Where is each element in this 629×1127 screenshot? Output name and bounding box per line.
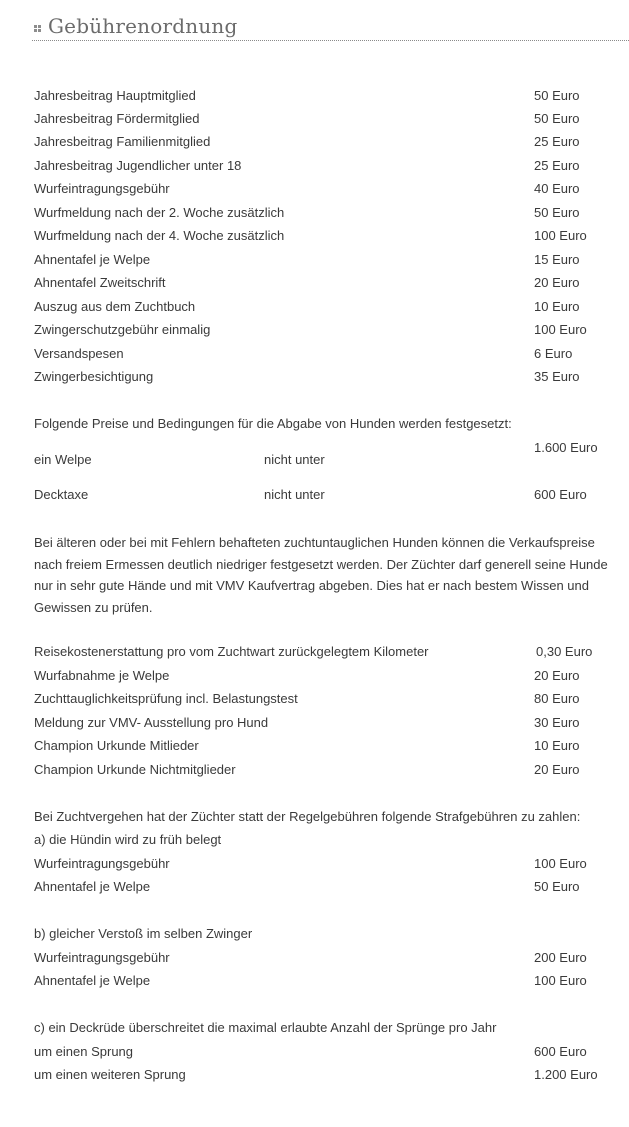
fee-row: [34, 713, 624, 733]
fee-label: Reisekostenerstattung pro vom Zuchtwart zurückgelegtem Kilometer: [34, 644, 429, 659]
penalty-price: 1.200 Euro: [534, 1067, 598, 1082]
penalty-price: 200 Euro: [534, 950, 587, 965]
fee-row: [34, 273, 624, 293]
penalty-row: [34, 948, 624, 968]
fee-price: 100 Euro: [534, 228, 587, 243]
penalty-a-heading: a) die Hündin wird zu früh belegt: [34, 832, 222, 847]
fee-label: Jahresbeitrag Familienmitglied: [34, 134, 211, 149]
sale-price: 1.600 Euro: [534, 440, 598, 455]
page-header: [32, 14, 629, 41]
sale-note: Bei älteren oder bei mit Fehlern behafteten zuchtuntauglichen Hunden können die Verkaufspreise nach freiem Ermessen deutlich niedriger festgesetzt werden. Der Züchter darf generell seine Hunde nur in sehr gute Hände und mit VMV Kaufvertrag abgeben. Dies hat er nach bestem Wissen und Gewissen zu prüfen.: [34, 535, 608, 615]
penalty-row: [34, 854, 624, 874]
fee-row: [34, 179, 624, 199]
fee-price: 10 Euro: [534, 738, 580, 753]
fee-price: 30 Euro: [534, 715, 580, 730]
fee-row: [34, 760, 624, 780]
sale-label: Decktaxe: [34, 487, 89, 502]
penalty-b-heading: b) gleicher Verstoß im selben Zwinger: [34, 926, 253, 941]
fee-price: 20 Euro: [534, 762, 580, 777]
fee-label: Meldung zur VMV- Ausstellung pro Hund: [34, 715, 269, 730]
penalty-label: Wurfeintragungsgebühr: [34, 856, 170, 871]
penalty-label: Ahnentafel je Welpe: [34, 973, 151, 988]
penalty-row: [34, 877, 624, 897]
fee-price: 50 Euro: [534, 88, 580, 103]
fee-row: [34, 226, 624, 246]
fee-row: [34, 344, 624, 364]
fee-price: 25 Euro: [534, 158, 580, 173]
fee-label: Versandspesen: [34, 346, 124, 361]
fee-row: [34, 86, 624, 106]
fee-label: Wurfabnahme je Welpe: [34, 668, 170, 683]
fee-label: Zuchttauglichkeitsprüfung incl. Belastungstest: [34, 691, 298, 706]
sale-condition: nicht unter: [264, 452, 325, 467]
fee-label: Champion Urkunde Nichtmitglieder: [34, 762, 236, 777]
fee-row: [34, 109, 624, 129]
fee-label: Wurfmeldung nach der 4. Woche zusätzlich: [34, 228, 285, 243]
sale-intro: Folgende Preise und Bedingungen für die Abgabe von Hunden werden festgesetzt:: [34, 416, 512, 431]
penalty-label: Ahnentafel je Welpe: [34, 879, 151, 894]
fee-price: 0,30 Euro: [536, 644, 593, 659]
sale-condition: nicht unter: [264, 487, 325, 502]
penalty-row: [34, 1065, 624, 1085]
fee-label: Jahresbeitrag Jugendlicher unter 18: [34, 158, 242, 173]
fee-label: Ahnentafel Zweitschrift: [34, 275, 166, 290]
fee-label: Jahresbeitrag Hauptmitglied: [34, 88, 196, 103]
fee-price: 100 Euro: [534, 322, 587, 337]
penalties-intro: Bei Zuchtvergehen hat der Züchter statt der Regelgebühren folgende Strafgebühren zu zahlen:: [34, 809, 581, 824]
fee-price: 50 Euro: [534, 205, 580, 220]
fee-row: [34, 666, 624, 686]
fee-label: Wurfmeldung nach der 2. Woche zusätzlich: [34, 205, 285, 220]
page-title: Gebührenordnung: [48, 14, 238, 38]
fee-label: Jahresbeitrag Fördermitglied: [34, 111, 200, 126]
penalty-price: 600 Euro: [534, 1044, 587, 1059]
fee-row: [34, 642, 624, 662]
grid-bullet-icon: [34, 25, 41, 32]
fee-label: Wurfeintragungsgebühr: [34, 181, 170, 196]
fee-row: [34, 132, 624, 152]
fee-price: 20 Euro: [534, 668, 580, 683]
sale-label: ein Welpe: [34, 452, 92, 467]
fee-label: Zwingerschutzgebühr einmalig: [34, 322, 211, 337]
fee-label: Champion Urkunde Mitlieder: [34, 738, 199, 753]
fee-price: 25 Euro: [534, 134, 580, 149]
sale-row-welpe: [34, 440, 624, 470]
fee-price: 10 Euro: [534, 299, 580, 314]
sale-row-decktaxe: [34, 485, 624, 505]
fee-label: Zwingerbesichtigung: [34, 369, 154, 384]
fee-label: Ahnentafel je Welpe: [34, 252, 151, 267]
fee-price: 40 Euro: [534, 181, 580, 196]
penalty-c-heading: c) ein Deckrüde überschreitet die maximal erlaubte Anzahl der Sprünge pro Jahr: [34, 1020, 497, 1035]
penalty-label: um einen Sprung: [34, 1044, 134, 1059]
fee-row: [34, 367, 624, 387]
penalty-row: [34, 1042, 624, 1062]
penalty-label: um einen weiteren Sprung: [34, 1067, 186, 1082]
fee-row: [34, 736, 624, 756]
penalty-row: [34, 971, 624, 991]
fee-row: [34, 203, 624, 223]
fee-price: 20 Euro: [534, 275, 580, 290]
fee-price: 35 Euro: [534, 369, 580, 384]
penalty-price: 100 Euro: [534, 973, 587, 988]
fee-price: 80 Euro: [534, 691, 580, 706]
sale-price: 600 Euro: [534, 487, 587, 502]
fee-price: 50 Euro: [534, 111, 580, 126]
fee-row: [34, 156, 624, 176]
fee-row: [34, 689, 624, 709]
fee-label: Auszug aus dem Zuchtbuch: [34, 299, 196, 314]
fee-row: [34, 297, 624, 317]
fee-row: [34, 320, 624, 340]
fee-price: 6 Euro: [534, 346, 573, 361]
fee-price: 15 Euro: [534, 252, 580, 267]
penalty-price: 50 Euro: [534, 879, 580, 894]
penalty-price: 100 Euro: [534, 856, 587, 871]
fee-row: [34, 250, 624, 270]
penalty-label: Wurfeintragungsgebühr: [34, 950, 170, 965]
